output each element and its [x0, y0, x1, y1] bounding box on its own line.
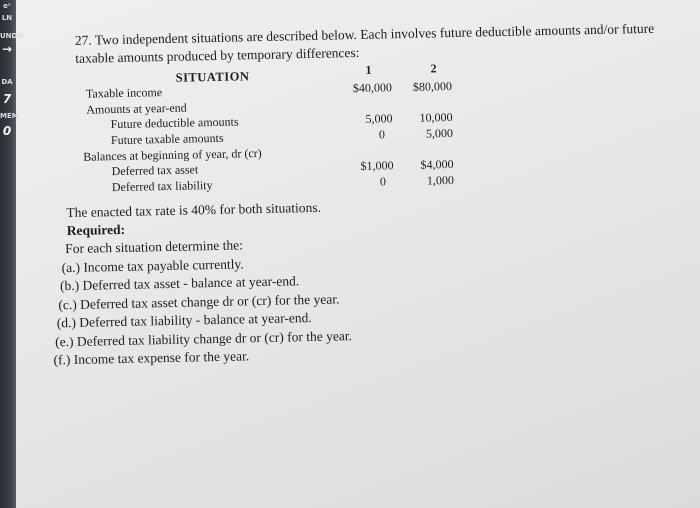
calculator-edge — [0, 0, 24, 508]
calc-key-undo: UNDO — [0, 32, 24, 40]
col-header-2: 2 — [430, 61, 437, 76]
calc-key-ln: LN — [1, 14, 13, 22]
calc-key-mem: MEM — [0, 112, 19, 120]
value-future-deductible-2: 10,000 — [419, 110, 453, 125]
calc-key-0: 0 — [2, 124, 12, 138]
required-heading: Required: — [66, 221, 126, 239]
calc-key-ex: eˣ — [3, 2, 11, 10]
value-taxable-income-2: $80,000 — [412, 79, 453, 94]
value-future-taxable-2: 5,000 — [425, 126, 454, 141]
value-deferred-tax-asset-1: $1,000 — [360, 158, 394, 173]
value-deferred-tax-liability-1: 0 — [379, 174, 387, 189]
value-deferred-tax-asset-2: $4,000 — [420, 157, 454, 172]
row-label-deferred-tax-liability: Deferred tax liability — [111, 178, 213, 195]
row-label-deferred-tax-asset: Deferred tax asset — [111, 162, 199, 179]
col-header-1: 1 — [365, 62, 372, 77]
required-item-e: (e.) Deferred tax liability change dr or (cr) for the year. — [55, 328, 353, 350]
calc-key-da: DA — [1, 78, 13, 86]
worksheet-page — [22, 0, 700, 508]
row-label-taxable-income: Taxable income — [85, 85, 163, 101]
row-label-future-taxable: Future taxable amounts — [110, 130, 224, 148]
required-item-f: (f.) Income tax expense for the year. — [53, 348, 250, 368]
calc-key-arrow: → — [1, 42, 13, 56]
value-future-taxable-1: 0 — [378, 127, 386, 142]
row-label-amounts-year-end: Amounts at year-end — [86, 100, 187, 117]
required-item-a: (a.) Income tax payable currently. — [61, 256, 244, 276]
required-item-d: (d.) Deferred tax liability - balance at year-end. — [56, 310, 312, 331]
required-item-c: (c.) Deferred tax asset change dr or (cr) for the year. — [58, 291, 340, 313]
row-label-future-deductible: Future deductible amounts — [110, 114, 239, 132]
tax-rate-statement: The enacted tax rate is 40% for both situations. — [66, 199, 322, 221]
value-taxable-income-1: $40,000 — [352, 80, 393, 96]
value-future-deductible-1: 5,000 — [365, 111, 393, 126]
value-deferred-tax-liability-2: 1,000 — [426, 172, 455, 188]
situation-header: SITUATION — [175, 69, 250, 85]
question-line-2: taxable amounts produced by temporary differences: — [75, 44, 360, 66]
calc-key-7: 7 — [2, 92, 12, 106]
required-item-b: (b.) Deferred tax asset - balance at year-end. — [59, 273, 300, 294]
row-label-balances: Balances at beginning of year, dr (cr) — [83, 146, 262, 164]
required-intro: For each situation determine the: — [65, 237, 244, 257]
question-line-1: 27. Two independent situations are described below. Each involves future deductible amounts and/or future — [74, 20, 655, 48]
